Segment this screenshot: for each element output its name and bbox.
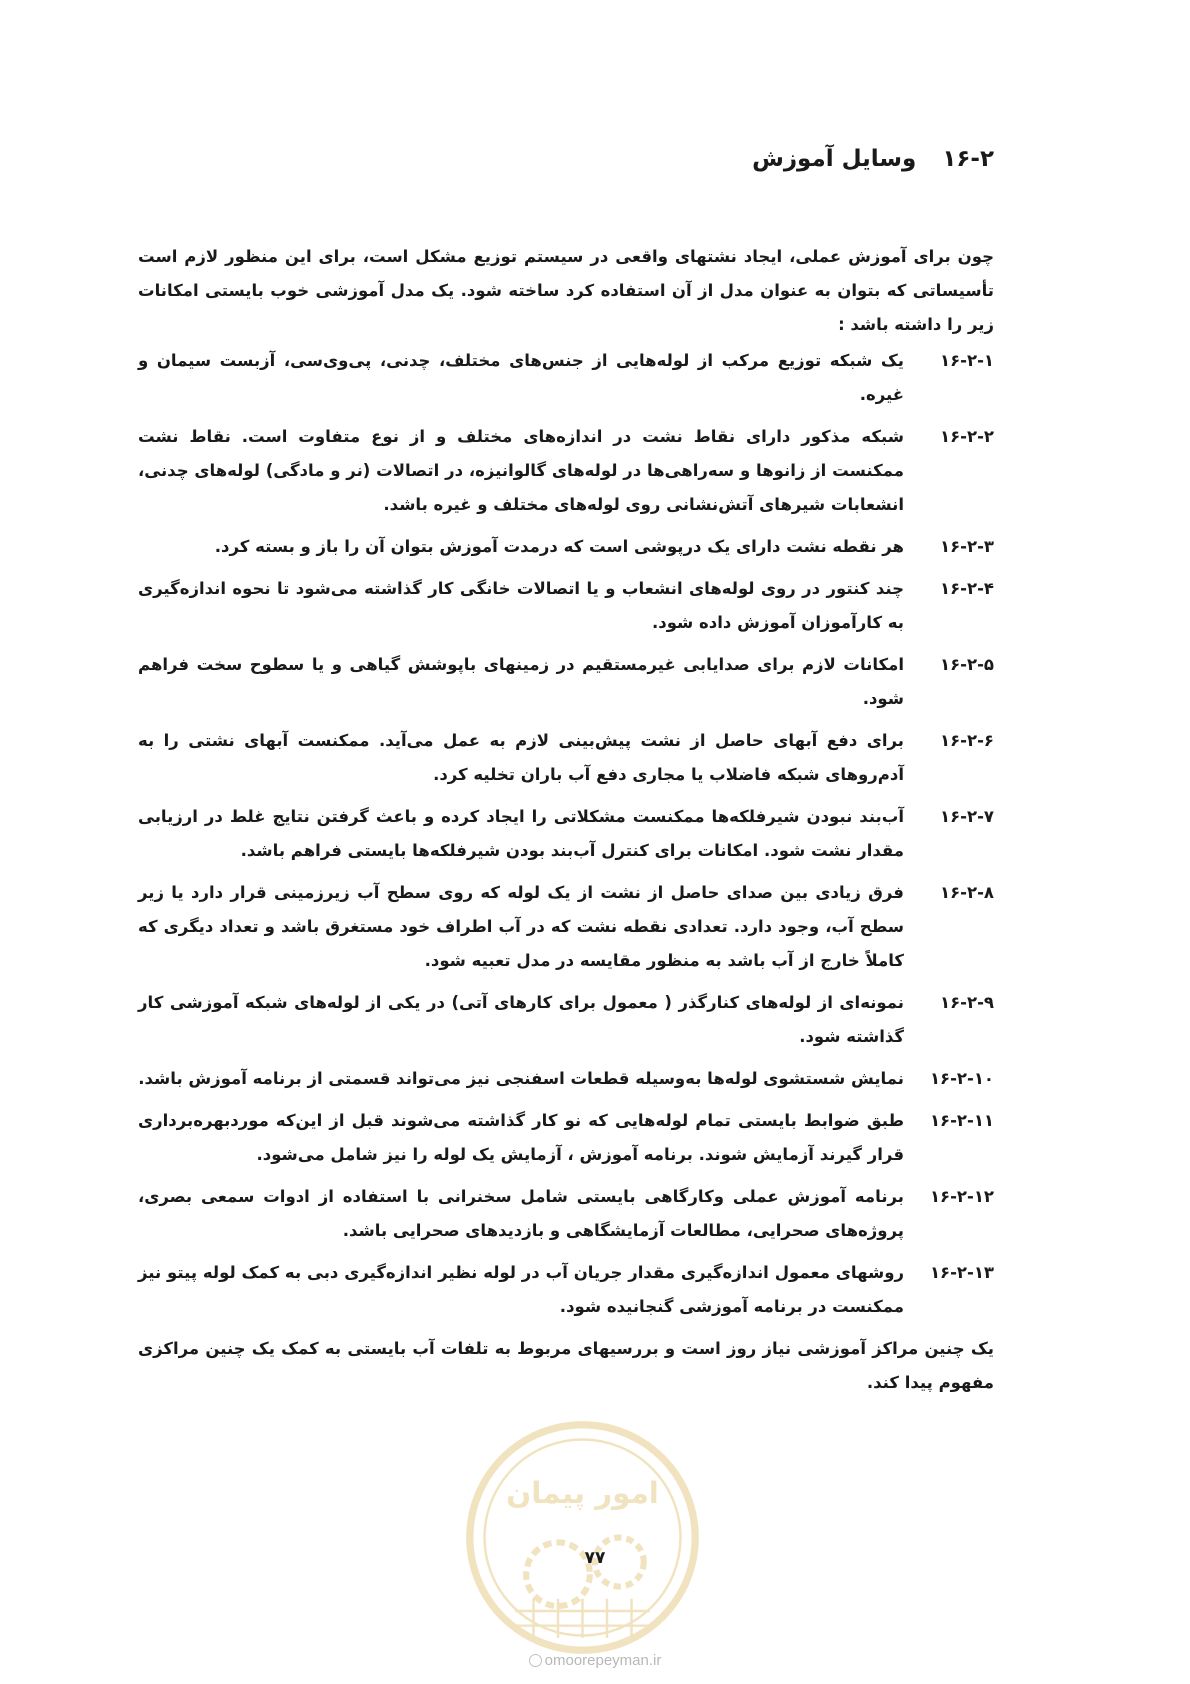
item-number: ۱۶-۲-۱۳ <box>929 1263 994 1282</box>
list-item <box>138 530 994 564</box>
item-number: ۱۶-۲-۱۲ <box>929 1187 994 1206</box>
item-text: روشهای معمول اندازه‌گیری مقدار جریان آب در لوله نظیر اندازه‌گیری دبی به کمک لوله پیتو نیز ممکنست در برنامه آموزشی گنجانیده شود. <box>138 1263 904 1316</box>
watermark-site-text: omoorepeyman.ir <box>544 1652 662 1669</box>
item-number: ۱۶-۲-۳ <box>940 537 994 556</box>
item-number: ۱۶-۲-۹ <box>940 993 994 1012</box>
item-number: ۱۶-۲-۵ <box>940 655 994 674</box>
list-item <box>138 648 994 716</box>
list-item <box>138 986 994 1054</box>
item-text: نمایش شستشوی لوله‌ها به‌وسیله قطعات اسفنجی نیز می‌تواند قسمتی از برنامه آموزش باشد. <box>138 1069 904 1088</box>
item-text: فرق زیادی بین صدای حاصل از نشت از یک لوله که روی سطح آب زیرزمینی قرار دارد یا زیر سطح آب، وجود دارد. تعدادی نقطه نشت که در آب اطراف خود مستغرق باشد و تعداد دیگری که کاملاً خارج از آب باشد به منظور مقایسه در مدل تعبیه شود. <box>138 883 904 970</box>
list-item <box>138 1180 994 1248</box>
watermark-logo-icon <box>460 1415 705 1660</box>
section-title: وسایل آموزش <box>752 146 917 172</box>
item-number: ۱۶-۲-۲ <box>940 427 994 446</box>
section-heading <box>752 146 994 172</box>
list-item <box>138 344 994 412</box>
closing-paragraph: یک چنین مراکز آموزشی نیاز روز است و بررسیهای مربوط به تلفات آب بایستی به کمک یک چنین مراکزی مفهوم پیدا کند. <box>138 1339 994 1392</box>
item-number: ۱۶-۲-۷ <box>940 807 994 826</box>
list-item <box>138 800 994 868</box>
list-item <box>138 724 994 792</box>
item-text: یک شبکه توزیع مرکب از لوله‌هایی از جنس‌های مختلف، چدنی، پی‌وی‌سی، آزبست سیمان و غیره. <box>138 351 904 404</box>
item-number: ۱۶-۲-۱۱ <box>929 1111 994 1130</box>
list-item <box>138 1104 994 1172</box>
list-item <box>138 1256 994 1324</box>
list-item <box>138 572 994 640</box>
item-number: ۱۶-۲-۱۰ <box>929 1069 994 1088</box>
watermark-site <box>0 1652 1190 1669</box>
item-number: ۱۶-۲-۴ <box>940 579 994 598</box>
list-item <box>138 1062 994 1096</box>
body-content <box>138 240 994 1400</box>
watermark-logo-text: امور پیمان <box>506 1476 659 1511</box>
globe-icon <box>529 1654 542 1667</box>
item-text: شبکه مذکور دارای نقاط نشت در اندازه‌های مختلف و از نوع متفاوت است. نقاط نشت ممکنست از زانوها و سه‌راهی‌ها در لوله‌های گالوانیزه، در اتصالات (نر و مادگی) لوله‌های چدنی، انشعابات شیرهای آتش‌نشانی روی لوله‌های مختلف و غیره باشد. <box>138 427 904 514</box>
item-number: ۱۶-۲-۶ <box>940 731 994 750</box>
item-text: امکانات لازم برای صدایابی غیرمستقیم در زمینهای باپوشش گیاهی و یا سطوح سخت فراهم شود. <box>138 655 904 708</box>
item-number: ۱۶-۲-۱ <box>940 351 994 370</box>
list-item <box>138 420 994 522</box>
item-number: ۱۶-۲-۸ <box>940 883 994 902</box>
item-text: چند کنتور در روی لوله‌های انشعاب و یا اتصالات خانگی کار گذاشته می‌شود تا نحوه اندازه‌گیری به کارآموزان آموزش داده شود. <box>138 579 904 632</box>
item-text: طبق ضوابط بایستی تمام لوله‌هایی که نو کار گذاشته می‌شوند قبل از این‌که موردبهره‌برداری قرار گیرند آزمایش شوند. برنامه آموزش ، آزمایش یک لوله را نیز شامل می‌شود. <box>138 1111 904 1164</box>
item-text: برای دفع آبهای حاصل از نشت پیش‌بینی لازم به عمل می‌آید. ممکنست آبهای نشتی را به آدم‌روهای شبکه فاضلاب یا مجاری دفع آب باران تخلیه کرد. <box>138 731 904 784</box>
intro-paragraph: چون برای آموزش عملی، ایجاد نشتهای واقعی در سیستم توزیع مشکل است، برای این منظور لازم است تأسیساتی که بتوان به عنوان مدل از آن استفاده کرد ساخته شود. یک مدل آموزشی خوب بایستی امکانات زیر را داشته باشد : <box>138 247 994 334</box>
section-number: ۱۶-۲ <box>942 146 994 172</box>
item-text: هر نقطه نشت دارای یک درپوشی است که درمدت آموزش بتوان آن را باز و بسته کرد. <box>214 537 904 556</box>
page-number: ۷۷ <box>584 1548 606 1568</box>
item-text: نمونه‌ای از لوله‌های کنارگذر ( معمول برای کارهای آتی) در یکی از لوله‌های شبکه آموزشی کار گذاشته شود. <box>138 993 904 1046</box>
item-text: برنامه آموزش عملی وکارگاهی بایستی شامل سخنرانی با استفاده از ادوات سمعی بصری، پروژه‌های صحرایی، مطالعات آزمایشگاهی و بازدیدهای صحرایی باشد. <box>138 1187 904 1240</box>
item-text: آب‌بند نبودن شیرفلکه‌ها ممکنست مشکلاتی را ایجاد کرده و باعث گرفتن نتایج غلط در ارزیابی مقدار نشت شود. امکانات برای کنترل آب‌بند بودن شیرفلکه‌ها بایستی فراهم باشد. <box>138 807 904 860</box>
list-item <box>138 876 994 978</box>
